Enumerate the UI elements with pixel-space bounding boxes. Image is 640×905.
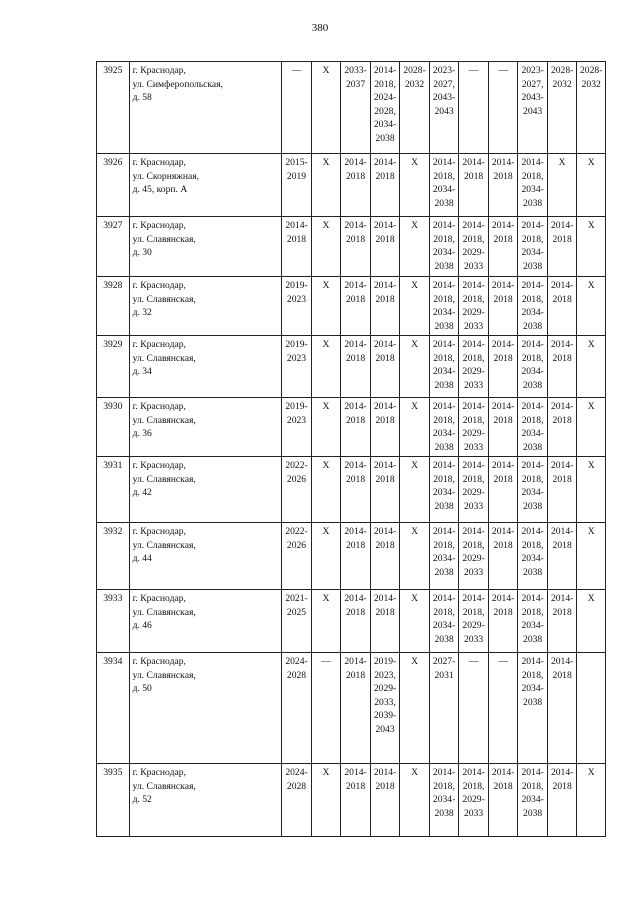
address-line: д. 46 bbox=[132, 620, 152, 632]
table-row bbox=[97, 277, 606, 336]
period-cell: 2019- 2023 bbox=[282, 398, 312, 457]
period-cell: 2014- 2018 bbox=[370, 336, 400, 398]
period-cell: 2014- 2018 bbox=[488, 764, 518, 837]
period-cell: 2028- 2032 bbox=[400, 62, 430, 154]
address-line: ул. Славянская, bbox=[132, 669, 196, 681]
table-row bbox=[97, 653, 606, 764]
period-cell: X bbox=[577, 217, 606, 277]
period-cell: 2014- 2018, 2029- 2033 bbox=[459, 764, 489, 837]
period-cell: 2014- 2018 bbox=[370, 398, 400, 457]
page-number: 380 bbox=[311, 22, 329, 34]
period-cell: — bbox=[488, 653, 518, 764]
address-line: г. Краснодар, bbox=[132, 593, 186, 604]
row-number: 3925 bbox=[97, 62, 130, 154]
period-cell: X bbox=[400, 217, 430, 277]
period-cell: — bbox=[488, 62, 518, 154]
period-cell: 2014- 2018, 2029- 2033 bbox=[459, 523, 489, 590]
address-line: г. Краснодар, bbox=[132, 401, 186, 412]
address-line: г. Краснодар, bbox=[132, 460, 186, 471]
period-cell: 2014- 2018 bbox=[341, 653, 371, 764]
period-cell: 2014- 2018, 2029- 2033 bbox=[459, 398, 489, 457]
row-number: 3932 bbox=[97, 523, 130, 590]
address-line: ул. Славянская, bbox=[132, 780, 196, 792]
address-line: д. 42 bbox=[132, 487, 152, 499]
period-cell: X bbox=[400, 457, 430, 523]
period-cell: X bbox=[577, 523, 606, 590]
address-cell bbox=[129, 398, 282, 457]
period-cell: 2014- 2018, 2029- 2033 bbox=[459, 277, 489, 336]
period-cell: 2014- 2018, 2034- 2038 bbox=[429, 764, 459, 837]
address-cell bbox=[129, 154, 282, 217]
period-cell: X bbox=[311, 590, 341, 653]
period-cell: 2015- 2019 bbox=[282, 154, 312, 217]
period-cell: 2014- 2018 bbox=[341, 277, 371, 336]
address-cell bbox=[129, 523, 282, 590]
period-cell: — bbox=[459, 653, 489, 764]
address-line: ул. Славянская, bbox=[132, 606, 196, 618]
table-row bbox=[97, 764, 606, 837]
period-cell: 2014- 2018, 2034- 2038 bbox=[429, 277, 459, 336]
period-cell: X bbox=[311, 336, 341, 398]
period-cell: X bbox=[400, 154, 430, 217]
period-cell: X bbox=[577, 457, 606, 523]
period-cell: 2014- 2018 bbox=[488, 154, 518, 217]
period-cell: 2014- 2018 bbox=[547, 336, 577, 398]
period-cell: 2014- 2018 bbox=[341, 523, 371, 590]
table-row bbox=[97, 62, 606, 154]
table-row bbox=[97, 590, 606, 653]
period-cell: 2014- 2018 bbox=[341, 590, 371, 653]
period-cell: X bbox=[400, 590, 430, 653]
address-line: г. Краснодар, bbox=[132, 526, 186, 537]
period-cell: 2014- 2018 bbox=[341, 764, 371, 837]
period-cell: 2014- 2018, 2034- 2038 bbox=[429, 336, 459, 398]
period-cell: 2014- 2018, 2034- 2038 bbox=[518, 764, 548, 837]
repair-schedule-table bbox=[96, 61, 606, 837]
period-cell: X bbox=[311, 277, 341, 336]
period-cell: X bbox=[577, 277, 606, 336]
period-cell: 2014- 2018 bbox=[370, 457, 400, 523]
period-cell: 2014- 2018 bbox=[282, 217, 312, 277]
table-body bbox=[97, 62, 606, 837]
period-cell: 2014- 2018, 2034- 2038 bbox=[518, 154, 548, 217]
table-row bbox=[97, 457, 606, 523]
period-cell: 2014- 2018 bbox=[341, 457, 371, 523]
period-cell: 2028- 2032 bbox=[577, 62, 606, 154]
address-line: д. 44 bbox=[132, 553, 152, 565]
table-row bbox=[97, 398, 606, 457]
row-number: 3935 bbox=[97, 764, 130, 837]
period-cell: X bbox=[311, 217, 341, 277]
period-cell: X bbox=[311, 398, 341, 457]
period-cell: 2014- 2018 bbox=[488, 523, 518, 590]
period-cell: 2022- 2026 bbox=[282, 523, 312, 590]
address-line: ул. Симферопольская, bbox=[132, 78, 224, 90]
period-cell: 2014- 2018 bbox=[488, 277, 518, 336]
row-number: 3930 bbox=[97, 398, 130, 457]
period-cell: 2014- 2018, 2034- 2038 bbox=[429, 154, 459, 217]
address-line: ул. Славянская, bbox=[132, 233, 196, 245]
period-cell: 2014- 2018 bbox=[488, 217, 518, 277]
period-cell: 2014- 2018, 2034- 2038 bbox=[518, 523, 548, 590]
period-cell: 2014- 2018, 2034- 2038 bbox=[429, 523, 459, 590]
table-row bbox=[97, 154, 606, 217]
address-line: ул. Славянская, bbox=[132, 539, 196, 551]
period-cell: 2014- 2018 bbox=[547, 457, 577, 523]
period-cell: 2014- 2018 bbox=[488, 590, 518, 653]
period-cell: X bbox=[311, 764, 341, 837]
period-cell: 2014- 2018, 2034- 2038 bbox=[429, 398, 459, 457]
period-cell: X bbox=[311, 154, 341, 217]
period-cell: 2014- 2018, 2034- 2038 bbox=[518, 217, 548, 277]
row-number: 3928 bbox=[97, 277, 130, 336]
row-number: 3927 bbox=[97, 217, 130, 277]
period-cell: 2021- 2025 bbox=[282, 590, 312, 653]
table-row bbox=[97, 523, 606, 590]
period-cell: — bbox=[282, 62, 312, 154]
period-cell: 2014- 2018 bbox=[370, 590, 400, 653]
period-cell: X bbox=[400, 764, 430, 837]
address-line: д. 34 bbox=[132, 366, 152, 378]
period-cell: X bbox=[400, 523, 430, 590]
address-line: ул. Славянская, bbox=[132, 293, 196, 305]
period-cell: X bbox=[577, 590, 606, 653]
period-cell: 2023- 2027, 2043- 2043 bbox=[518, 62, 548, 154]
period-cell: X bbox=[547, 154, 577, 217]
period-cell: X bbox=[577, 398, 606, 457]
address-cell bbox=[129, 62, 282, 154]
address-cell bbox=[129, 590, 282, 653]
period-cell: 2014- 2018 bbox=[370, 217, 400, 277]
period-cell: 2014- 2018, 2034- 2038 bbox=[429, 457, 459, 523]
period-cell: 2014- 2018 bbox=[547, 398, 577, 457]
period-cell: X bbox=[577, 764, 606, 837]
address-line: д. 50 bbox=[132, 683, 152, 695]
period-cell: 2014- 2018, 2034- 2038 bbox=[518, 457, 548, 523]
address-line: ул. Славянская, bbox=[132, 473, 196, 485]
period-cell: 2014- 2018, 2029- 2033 bbox=[459, 457, 489, 523]
address-line: ул. Скорняжная, bbox=[132, 170, 200, 182]
period-cell: 2014- 2018 bbox=[341, 154, 371, 217]
period-cell: 2014- 2018 bbox=[488, 457, 518, 523]
address-cell bbox=[129, 336, 282, 398]
period-cell: 2014- 2018, 2034- 2038 bbox=[518, 336, 548, 398]
period-cell: X bbox=[311, 62, 341, 154]
period-cell: X bbox=[577, 154, 606, 217]
period-cell: 2014- 2018, 2034- 2038 bbox=[518, 398, 548, 457]
address-line: д. 45, корп. А bbox=[132, 184, 188, 196]
address-cell bbox=[129, 764, 282, 837]
table-row bbox=[97, 217, 606, 277]
period-cell: 2014- 2018 bbox=[547, 764, 577, 837]
period-cell: 2024- 2028 bbox=[282, 764, 312, 837]
address-line: ул. Славянская, bbox=[132, 414, 196, 426]
period-cell: X bbox=[400, 277, 430, 336]
period-cell: 2022- 2026 bbox=[282, 457, 312, 523]
period-cell: 2023- 2027, 2043- 2043 bbox=[429, 62, 459, 154]
period-cell: 2014- 2018, 2034- 2038 bbox=[429, 217, 459, 277]
address-line: д. 32 bbox=[132, 307, 152, 319]
address-line: г. Краснодар, bbox=[132, 65, 186, 76]
address-line: д. 36 bbox=[132, 428, 152, 440]
period-cell: 2014- 2018, 2029- 2033 bbox=[459, 590, 489, 653]
period-cell: 2014- 2018 bbox=[547, 217, 577, 277]
period-cell: 2014- 2018 bbox=[547, 523, 577, 590]
period-cell: 2014- 2018 bbox=[370, 154, 400, 217]
period-cell: X bbox=[400, 653, 430, 764]
row-number: 3926 bbox=[97, 154, 130, 217]
period-cell: 2014- 2018 bbox=[370, 523, 400, 590]
period-cell: 2014- 2018, 2034- 2038 bbox=[429, 590, 459, 653]
period-cell: 2019- 2023, 2029- 2033, 2039- 2043 bbox=[370, 653, 400, 764]
period-cell: 2014- 2018 bbox=[341, 336, 371, 398]
period-cell: 2014- 2018 bbox=[547, 277, 577, 336]
period-cell: 2014- 2018, 2029- 2033 bbox=[459, 336, 489, 398]
table-row bbox=[97, 336, 606, 398]
period-cell: 2014- 2018 bbox=[370, 277, 400, 336]
address-cell bbox=[129, 653, 282, 764]
row-number: 3934 bbox=[97, 653, 130, 764]
row-number: 3933 bbox=[97, 590, 130, 653]
period-cell: 2014- 2018 bbox=[547, 653, 577, 764]
address-line: д. 58 bbox=[132, 92, 152, 104]
period-cell: X bbox=[577, 336, 606, 398]
row-number: 3931 bbox=[97, 457, 130, 523]
address-line: г. Краснодар, bbox=[132, 157, 186, 168]
period-cell: — bbox=[459, 62, 489, 154]
period-cell: 2014- 2018, 2034- 2038 bbox=[518, 277, 548, 336]
period-cell: 2014- 2018 bbox=[370, 764, 400, 837]
period-cell: 2024- 2028 bbox=[282, 653, 312, 764]
period-cell: 2014- 2018, 2024- 2028, 2034- 2038 bbox=[370, 62, 400, 154]
address-line: ул. Славянская, bbox=[132, 352, 196, 364]
address-line: г. Краснодар, bbox=[132, 767, 186, 778]
row-number: 3929 bbox=[97, 336, 130, 398]
period-cell: 2033- 2037 bbox=[341, 62, 371, 154]
address-cell bbox=[129, 277, 282, 336]
period-cell: 2014- 2018 bbox=[547, 590, 577, 653]
period-cell: 2019- 2023 bbox=[282, 277, 312, 336]
period-cell: 2014- 2018 bbox=[488, 336, 518, 398]
address-cell bbox=[129, 217, 282, 277]
period-cell: 2014- 2018, 2029- 2033 bbox=[459, 217, 489, 277]
period-cell: 2014- 2018 bbox=[341, 217, 371, 277]
period-cell: 2014- 2018 bbox=[488, 398, 518, 457]
address-cell bbox=[129, 457, 282, 523]
period-cell: 2014- 2018, 2034- 2038 bbox=[518, 653, 548, 764]
period-cell: 2014- 2018 bbox=[459, 154, 489, 217]
period-cell bbox=[577, 653, 606, 764]
period-cell: X bbox=[311, 523, 341, 590]
address-line: г. Краснодар, bbox=[132, 280, 186, 291]
address-line: д. 52 bbox=[132, 794, 152, 806]
period-cell: 2028- 2032 bbox=[547, 62, 577, 154]
period-cell: X bbox=[400, 336, 430, 398]
period-cell: X bbox=[400, 398, 430, 457]
period-cell: 2019- 2023 bbox=[282, 336, 312, 398]
address-line: г. Краснодар, bbox=[132, 339, 186, 350]
period-cell: 2014- 2018 bbox=[341, 398, 371, 457]
period-cell: 2014- 2018, 2034- 2038 bbox=[518, 590, 548, 653]
period-cell: — bbox=[311, 653, 341, 764]
period-cell: X bbox=[311, 457, 341, 523]
address-line: г. Краснодар, bbox=[132, 220, 186, 231]
period-cell: 2027- 2031 bbox=[429, 653, 459, 764]
address-line: д. 30 bbox=[132, 247, 152, 259]
address-line: г. Краснодар, bbox=[132, 656, 186, 667]
